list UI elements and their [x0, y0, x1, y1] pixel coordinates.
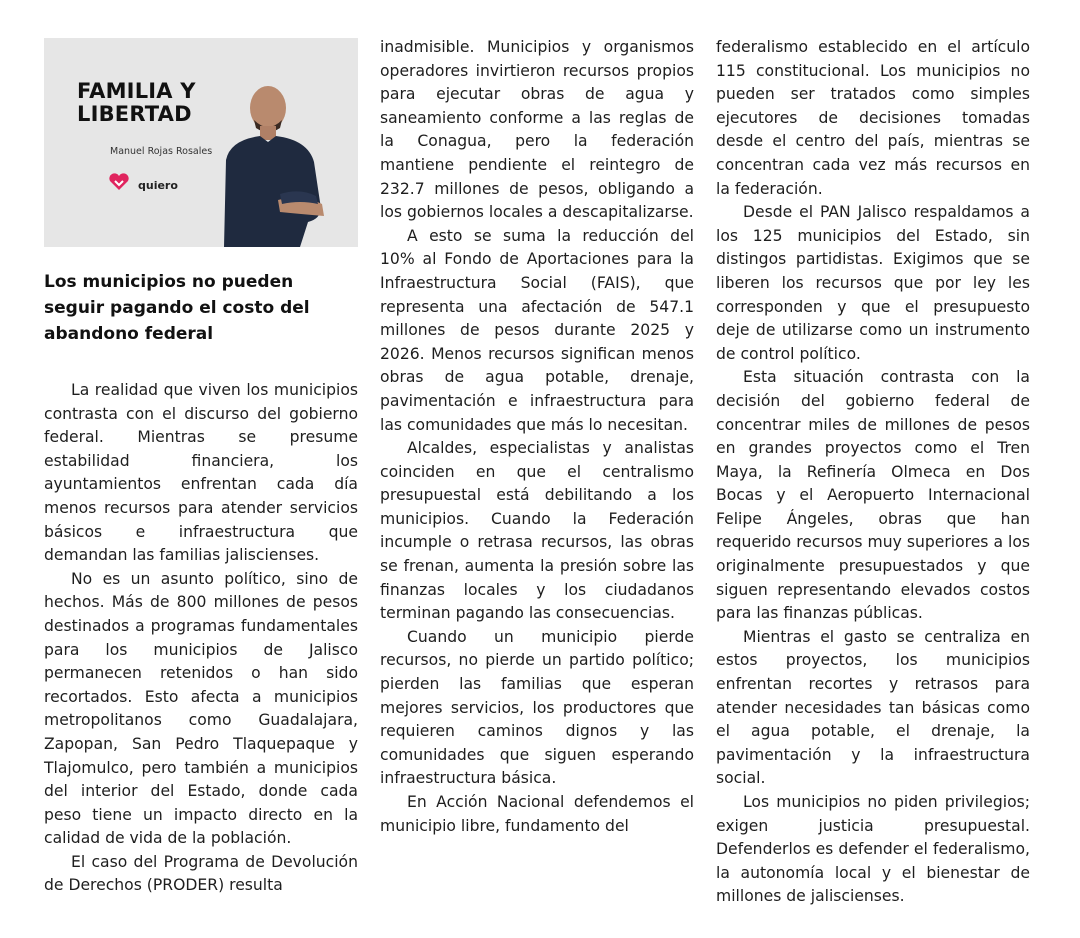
paragraph: No es un asunto político, sino de hechos. Más de 800 millones de pesos destinados a programas fundamentales para los municipios de Jalisco permanecen retenidos o han sido recortados. Esto afecta a municipios metropolitanos como Guadalajara, Zapopan, San Pedro Tlaquepaque y Tlajomulco, pero también a municipios del interior del Estado, donde cada peso tiene un impacto directo en la calidad de vida de la población. [44, 569, 358, 848]
column-banner [44, 38, 358, 247]
banner-title-line1: FAMILIA Y [77, 79, 196, 103]
banner-title [77, 80, 196, 126]
headline: Los municipios no pueden seguir pagando el costo del abandono federal [44, 272, 310, 344]
paragraph: En Acción Nacional defendemos el municipio libre, fundamento del [380, 793, 694, 835]
paragraph: El caso del Programa de Devolución de Derechos (PRODER) resulta [44, 852, 358, 895]
column-3 [716, 36, 1030, 909]
paragraph: federalismo establecido en el artículo 115 constitucional. Los municipios no pueden ser tratados como simples ejecutores de decisiones tomadas desde el centro del país, mientras se concentran cada vez más recursos en la federación. [716, 38, 1030, 198]
banner-author: Manuel Rojas Rosales [110, 146, 213, 157]
paragraph: Los municipios no piden privilegios; exigen justicia presupuestal. Defenderlos es defender el federalismo, la autonomía local y el bienestar de millones de jaliscienses. [716, 793, 1030, 906]
paragraph: inadmisible. Municipios y organismos operadores invirtieron recursos propios para ejecutar obras de agua y saneamiento conforme a las reglas de la Conagua, pero la federación mantiene pendiente el reintegro de 232.7 millones de pesos, obligando a los gobiernos locales a descapitalizarse. [380, 38, 694, 222]
paragraph: Desde el PAN Jalisco respaldamos a los 125 municipios del Estado, sin distingos partidistas. Exigimos que se liberen los recursos que por ley les corresponden y que el presupuesto deje de utilizarse como un instrumento de control político. [716, 203, 1030, 363]
paragraph: La realidad que viven los municipios contrasta con el discurso del gobierno federal. Mientras se presume estabilidad financiera, los ayuntamientos enfrentan cada día menos recursos para atender servicios básicos e infraestructura que demandan las familias jaliscienses. [44, 381, 358, 565]
column-1 [44, 38, 358, 898]
banner-title-line2: LIBERTAD [77, 102, 192, 126]
paragraph: Esta situación contrasta con la decisión del gobierno federal de concentrar miles de millones de pesos en grandes proyectos como el Tren Maya, la Refinería Olmeca en Dos Bocas y el Aeropuerto Internacional Felipe Ángeles, obras que han requerido recursos muy superiores a los originalmente presupuestados y que siguen representando elevados costos para las finanzas públicas. [716, 368, 1030, 623]
author-photo [216, 82, 334, 247]
paragraph: Cuando un municipio pierde recursos, no pierde un partido político; pierden las familias que esperan mejores servicios, los productores que requieren caminos dignos y las comunidades que siguen esperando infraestructura básica. [380, 627, 694, 788]
paragraph: Mientras el gasto se centraliza en estos proyectos, los municipios enfrentan recortes y retrasos para atender necesidades tan básicas como el agua potable, el drenaje, la pavimentación y la infraestructura social. [716, 627, 1030, 788]
paragraph: Alcaldes, especialistas y analistas coinciden en que el centralismo presupuestal está debilitando a los municipios. Cuando la Federación incumple o retrasa recursos, las obras se frenan, aumenta la presión sobre las finanzas locales y los ciudadanos terminan pagando las consecuencias. [380, 439, 694, 623]
banner-brand: quiero [138, 179, 178, 192]
column-2 [380, 36, 694, 838]
paragraph: A esto se suma la reducción del 10% al Fondo de Aportaciones para la Infraestructura Social (FAIS), que representa una afectación de 547.1 millones de pesos durante 2025 y 2026. Menos recursos significan menos obras de agua potable, drenaje, pavimentación e infraestructura para las comunidades que más lo necesitan. [380, 226, 694, 434]
